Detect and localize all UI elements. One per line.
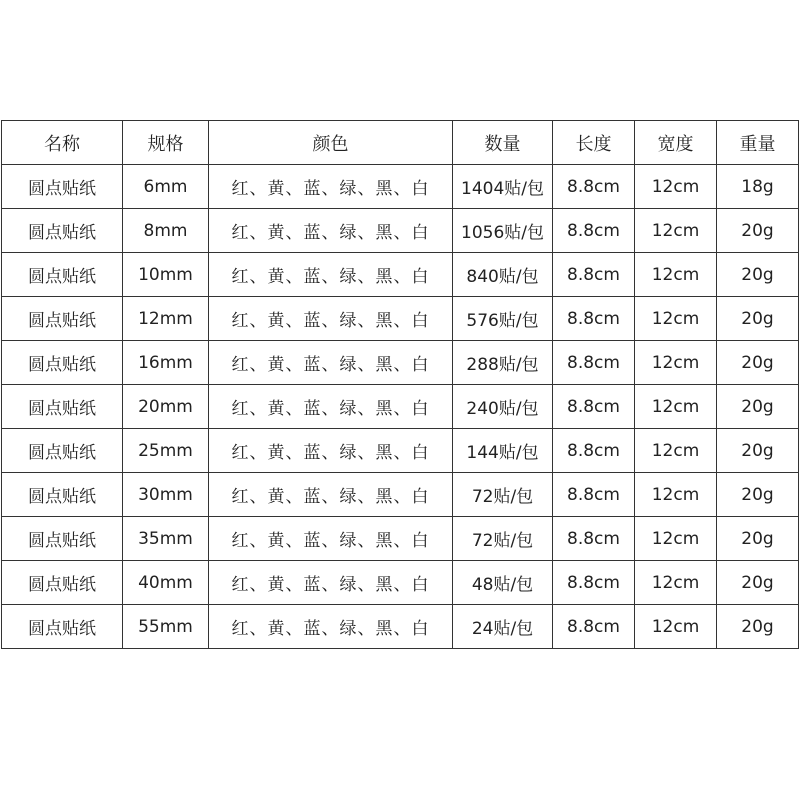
cell-weight: 18g (717, 165, 799, 209)
cell-quantity: 72贴/包 (453, 517, 553, 561)
table-row (2, 429, 799, 473)
cell-colors: 红、黄、蓝、绿、黑、白 (209, 605, 453, 649)
cell-size: 55mm (123, 605, 209, 649)
header-name: 名称 (2, 121, 123, 165)
cell-colors: 红、黄、蓝、绿、黑、白 (209, 297, 453, 341)
cell-size: 12mm (123, 297, 209, 341)
cell-weight: 20g (717, 473, 799, 517)
cell-length: 8.8cm (553, 297, 635, 341)
table-row (2, 253, 799, 297)
cell-quantity: 72贴/包 (453, 473, 553, 517)
cell-quantity: 144贴/包 (453, 429, 553, 473)
cell-width: 12cm (635, 209, 717, 253)
cell-length: 8.8cm (553, 429, 635, 473)
cell-size: 8mm (123, 209, 209, 253)
cell-weight: 20g (717, 605, 799, 649)
cell-weight: 20g (717, 253, 799, 297)
cell-weight: 20g (717, 561, 799, 605)
cell-colors: 红、黄、蓝、绿、黑、白 (209, 209, 453, 253)
cell-weight: 20g (717, 297, 799, 341)
cell-width: 12cm (635, 297, 717, 341)
cell-colors: 红、黄、蓝、绿、黑、白 (209, 473, 453, 517)
table-body (2, 165, 799, 649)
cell-length: 8.8cm (553, 341, 635, 385)
cell-colors: 红、黄、蓝、绿、黑、白 (209, 341, 453, 385)
cell-weight: 20g (717, 429, 799, 473)
cell-name: 圆点贴纸 (2, 473, 123, 517)
cell-width: 12cm (635, 341, 717, 385)
cell-name: 圆点贴纸 (2, 341, 123, 385)
cell-size: 6mm (123, 165, 209, 209)
cell-colors: 红、黄、蓝、绿、黑、白 (209, 253, 453, 297)
table-row (2, 165, 799, 209)
cell-size: 30mm (123, 473, 209, 517)
table-header-row (2, 121, 799, 165)
cell-length: 8.8cm (553, 517, 635, 561)
cell-width: 12cm (635, 253, 717, 297)
cell-width: 12cm (635, 165, 717, 209)
cell-quantity: 24贴/包 (453, 605, 553, 649)
cell-quantity: 1404贴/包 (453, 165, 553, 209)
cell-length: 8.8cm (553, 253, 635, 297)
cell-colors: 红、黄、蓝、绿、黑、白 (209, 561, 453, 605)
cell-size: 40mm (123, 561, 209, 605)
cell-weight: 20g (717, 517, 799, 561)
cell-name: 圆点贴纸 (2, 605, 123, 649)
cell-length: 8.8cm (553, 209, 635, 253)
header-colors: 颜色 (209, 121, 453, 165)
cell-size: 35mm (123, 517, 209, 561)
cell-quantity: 576贴/包 (453, 297, 553, 341)
cell-width: 12cm (635, 429, 717, 473)
cell-colors: 红、黄、蓝、绿、黑、白 (209, 429, 453, 473)
cell-length: 8.8cm (553, 165, 635, 209)
cell-name: 圆点贴纸 (2, 517, 123, 561)
cell-name: 圆点贴纸 (2, 165, 123, 209)
table-row (2, 561, 799, 605)
table-row (2, 605, 799, 649)
table-row (2, 209, 799, 253)
cell-size: 20mm (123, 385, 209, 429)
cell-weight: 20g (717, 209, 799, 253)
header-size: 规格 (123, 121, 209, 165)
cell-weight: 20g (717, 385, 799, 429)
cell-size: 10mm (123, 253, 209, 297)
cell-name: 圆点贴纸 (2, 209, 123, 253)
header-quantity: 数量 (453, 121, 553, 165)
cell-width: 12cm (635, 473, 717, 517)
table-row (2, 385, 799, 429)
cell-quantity: 288贴/包 (453, 341, 553, 385)
header-weight: 重量 (717, 121, 799, 165)
cell-name: 圆点贴纸 (2, 297, 123, 341)
cell-weight: 20g (717, 341, 799, 385)
cell-size: 25mm (123, 429, 209, 473)
cell-quantity: 840贴/包 (453, 253, 553, 297)
cell-width: 12cm (635, 561, 717, 605)
table-row (2, 341, 799, 385)
table-row (2, 297, 799, 341)
cell-width: 12cm (635, 605, 717, 649)
cell-colors: 红、黄、蓝、绿、黑、白 (209, 517, 453, 561)
cell-length: 8.8cm (553, 473, 635, 517)
cell-length: 8.8cm (553, 605, 635, 649)
cell-quantity: 48贴/包 (453, 561, 553, 605)
cell-colors: 红、黄、蓝、绿、黑、白 (209, 165, 453, 209)
cell-length: 8.8cm (553, 385, 635, 429)
cell-name: 圆点贴纸 (2, 561, 123, 605)
cell-name: 圆点贴纸 (2, 385, 123, 429)
spec-table (1, 120, 799, 649)
header-length: 长度 (553, 121, 635, 165)
cell-quantity: 1056贴/包 (453, 209, 553, 253)
cell-quantity: 240贴/包 (453, 385, 553, 429)
cell-colors: 红、黄、蓝、绿、黑、白 (209, 385, 453, 429)
cell-length: 8.8cm (553, 561, 635, 605)
cell-size: 16mm (123, 341, 209, 385)
header-width: 宽度 (635, 121, 717, 165)
cell-name: 圆点贴纸 (2, 253, 123, 297)
cell-width: 12cm (635, 517, 717, 561)
cell-width: 12cm (635, 385, 717, 429)
table-row (2, 517, 799, 561)
table-row (2, 473, 799, 517)
cell-name: 圆点贴纸 (2, 429, 123, 473)
